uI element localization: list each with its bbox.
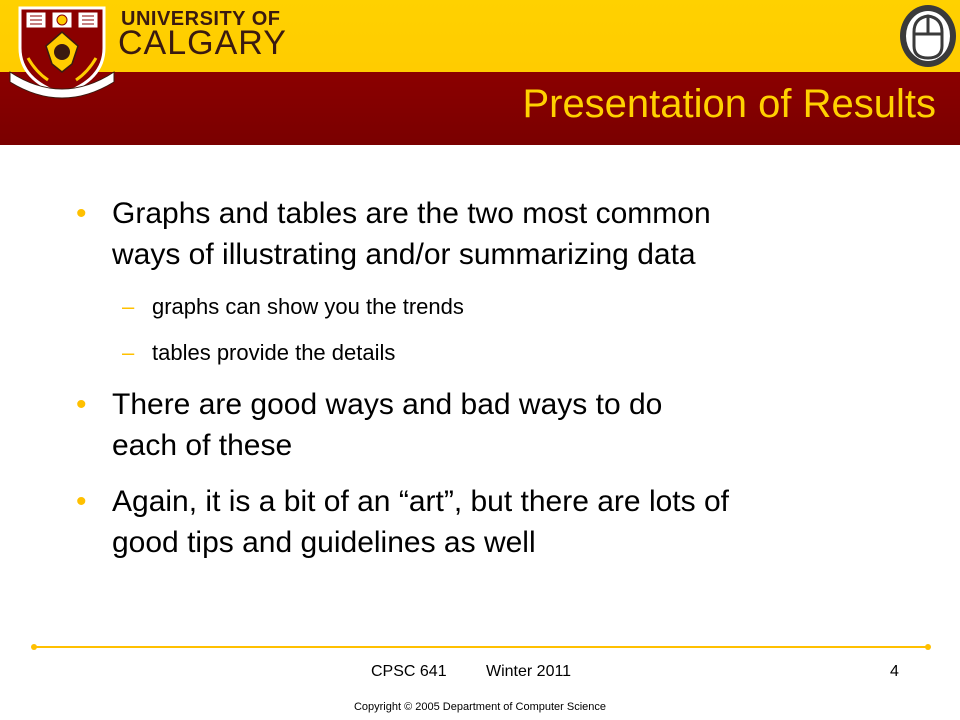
bullet-item-1 bbox=[76, 193, 912, 275]
footer-copyright: Copyright © 2005 Department of Computer Science bbox=[353, 701, 607, 713]
page-number: 4 bbox=[890, 663, 899, 680]
university-name-line2: CALGARY bbox=[118, 24, 287, 62]
bullet-text-line: each of these bbox=[112, 429, 293, 462]
sub-bullet-item-1 bbox=[122, 292, 892, 322]
bullet-item-3 bbox=[76, 481, 912, 563]
bullet-icon: • bbox=[76, 388, 87, 421]
university-crest-icon bbox=[6, 2, 118, 102]
bullet-text-line: good tips and guidelines as well bbox=[112, 526, 536, 559]
bullet-text-line: ways of illustrating and/or summarizing data bbox=[112, 238, 696, 271]
dash-icon: – bbox=[122, 340, 135, 365]
footer-term: Winter 2011 bbox=[486, 663, 572, 680]
divider-end-dot bbox=[925, 644, 931, 650]
bullet-icon: • bbox=[76, 197, 87, 230]
bullet-item-2 bbox=[76, 384, 912, 466]
bullet-icon: • bbox=[76, 485, 87, 518]
sub-bullet-item-2 bbox=[122, 338, 892, 368]
sub-bullet-text: tables provide the details bbox=[152, 340, 396, 365]
sub-bullet-text: graphs can show you the trends bbox=[152, 294, 464, 319]
slide-title: Presentation of Results bbox=[522, 82, 936, 126]
divider-end-dot bbox=[31, 644, 37, 650]
university-name-line1: UNIVERSITY OF bbox=[121, 8, 281, 30]
bullet-text-line: Graphs and tables are the two most common bbox=[112, 197, 711, 230]
bullet-text-line: There are good ways and bad ways to do bbox=[112, 388, 663, 421]
dash-icon: – bbox=[122, 294, 135, 319]
mouse-icon bbox=[896, 2, 960, 70]
footer-course: CPSC 641 bbox=[371, 663, 447, 680]
footer-divider bbox=[34, 646, 928, 648]
bullet-text-line: Again, it is a bit of an “art”, but there are lots of bbox=[112, 485, 729, 518]
